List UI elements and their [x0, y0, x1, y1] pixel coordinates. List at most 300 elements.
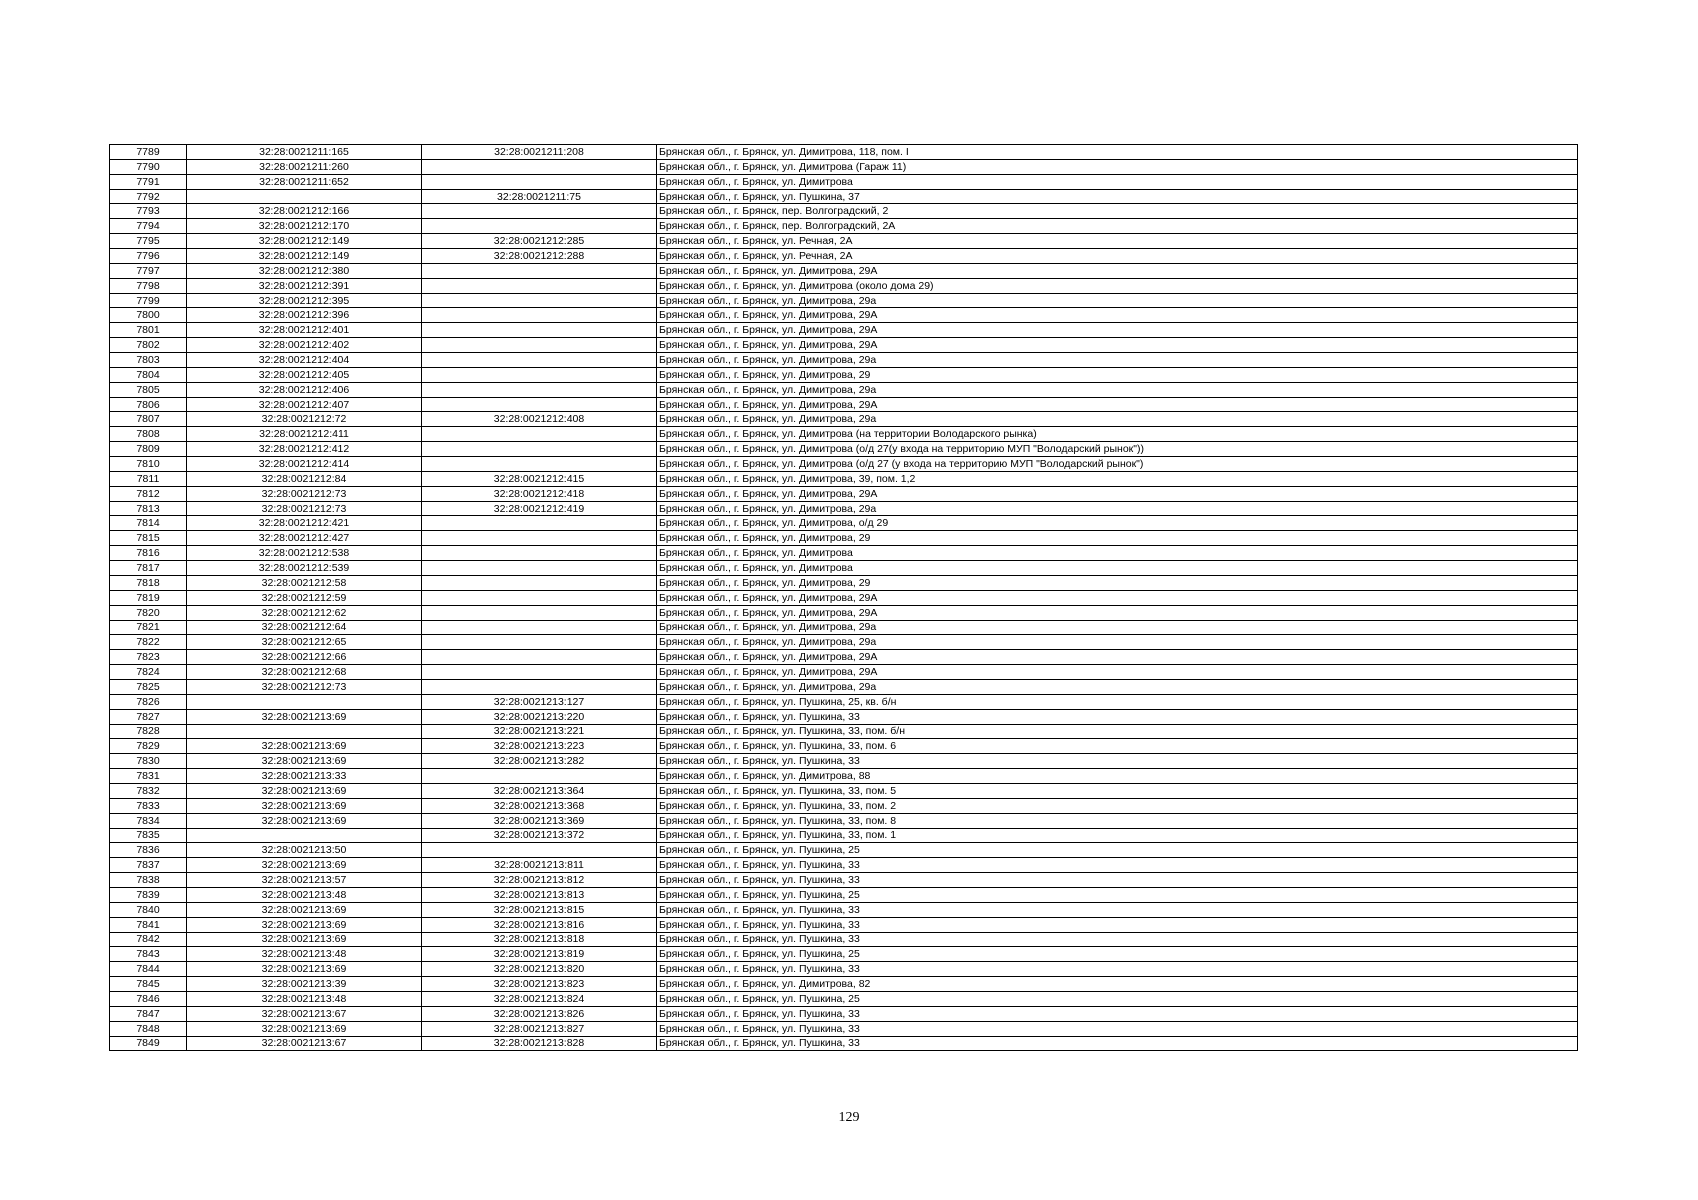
row-number-cell: 7810 [110, 457, 187, 472]
object-number-cell: 32:28:0021213:816 [422, 917, 657, 932]
address-cell: Брянская обл., г. Брянск, ул. Пушкина, 33 [657, 932, 1578, 947]
object-number-cell [422, 650, 657, 665]
address-cell: Брянская обл., г. Брянск, ул. Пушкина, 33, пом. 5 [657, 783, 1578, 798]
address-cell: Брянская обл., г. Брянск, ул. Димитрова, 88 [657, 769, 1578, 784]
parcel-number-cell: 32:28:0021212:166 [187, 204, 422, 219]
parcel-number-cell: 32:28:0021212:68 [187, 665, 422, 680]
row-number-cell: 7817 [110, 561, 187, 576]
table-row [110, 308, 1578, 323]
table-row [110, 902, 1578, 917]
row-number-cell: 7814 [110, 516, 187, 531]
address-cell: Брянская обл., г. Брянск, ул. Димитрова (на территории Володарского рынка) [657, 427, 1578, 442]
row-number-cell: 7828 [110, 724, 187, 739]
object-number-cell: 32:28:0021213:820 [422, 962, 657, 977]
object-number-cell [422, 397, 657, 412]
table-row [110, 843, 1578, 858]
row-number-cell: 7826 [110, 694, 187, 709]
table-row [110, 338, 1578, 353]
address-cell: Брянская обл., г. Брянск, ул. Димитрова, 82 [657, 977, 1578, 992]
address-cell: Брянская обл., г. Брянск, ул. Димитрова (Гараж 11) [657, 159, 1578, 174]
object-number-cell [422, 516, 657, 531]
parcel-number-cell: 32:28:0021212:421 [187, 516, 422, 531]
address-cell: Брянская обл., г. Брянск, ул. Димитрова, 39, пом. 1,2 [657, 471, 1578, 486]
parcel-number-cell: 32:28:0021213:69 [187, 962, 422, 977]
address-cell: Брянская обл., г. Брянск, пер. Волгоградский, 2 [657, 204, 1578, 219]
address-cell: Брянская обл., г. Брянск, ул. Димитрова (около дома 29) [657, 278, 1578, 293]
object-number-cell: 32:28:0021213:812 [422, 873, 657, 888]
row-number-cell: 7796 [110, 249, 187, 264]
row-number-cell: 7806 [110, 397, 187, 412]
object-number-cell: 32:28:0021213:364 [422, 783, 657, 798]
parcel-number-cell: 32:28:0021213:48 [187, 887, 422, 902]
row-number-cell: 7840 [110, 902, 187, 917]
table-row [110, 1006, 1578, 1021]
row-number-cell: 7835 [110, 828, 187, 843]
parcel-number-cell: 32:28:0021213:69 [187, 917, 422, 932]
table-row [110, 769, 1578, 784]
parcel-number-cell: 32:28:0021212:405 [187, 367, 422, 382]
parcel-number-cell: 32:28:0021211:165 [187, 145, 422, 160]
table-row [110, 932, 1578, 947]
row-number-cell: 7837 [110, 858, 187, 873]
row-number-cell: 7824 [110, 665, 187, 680]
parcel-number-cell: 32:28:0021212:538 [187, 546, 422, 561]
table-row [110, 679, 1578, 694]
table-row [110, 665, 1578, 680]
object-number-cell [422, 278, 657, 293]
table-row [110, 783, 1578, 798]
address-cell: Брянская обл., г. Брянск, ул. Димитрова, 29а [657, 353, 1578, 368]
address-cell: Брянская обл., г. Брянск, ул. Пушкина, 33 [657, 754, 1578, 769]
parcel-number-cell: 32:28:0021212:411 [187, 427, 422, 442]
row-number-cell: 7793 [110, 204, 187, 219]
object-number-cell: 32:28:0021213:127 [422, 694, 657, 709]
parcel-number-cell [187, 189, 422, 204]
row-number-cell: 7833 [110, 798, 187, 813]
property-table-body [110, 145, 1578, 1051]
row-number-cell: 7825 [110, 679, 187, 694]
parcel-number-cell: 32:28:0021213:69 [187, 739, 422, 754]
object-number-cell [422, 219, 657, 234]
row-number-cell: 7821 [110, 620, 187, 635]
address-cell: Брянская обл., г. Брянск, ул. Речная, 2А [657, 234, 1578, 249]
row-number-cell: 7813 [110, 501, 187, 516]
address-cell: Брянская обл., г. Брянск, ул. Пушкина, 33, пом. 2 [657, 798, 1578, 813]
address-cell: Брянская обл., г. Брянск, ул. Пушкина, 33 [657, 873, 1578, 888]
object-number-cell: 32:28:0021211:75 [422, 189, 657, 204]
object-number-cell [422, 323, 657, 338]
address-cell: Брянская обл., г. Брянск, ул. Димитрова (о/д 27(у входа на территорию МУП "Володарский рынок")) [657, 442, 1578, 457]
object-number-cell: 32:28:0021212:288 [422, 249, 657, 264]
object-number-cell: 32:28:0021213:827 [422, 1021, 657, 1036]
table-row [110, 739, 1578, 754]
table-row [110, 887, 1578, 902]
object-number-cell [422, 382, 657, 397]
table-row [110, 991, 1578, 1006]
table-row [110, 977, 1578, 992]
row-number-cell: 7839 [110, 887, 187, 902]
table-row [110, 962, 1578, 977]
object-number-cell: 32:28:0021212:285 [422, 234, 657, 249]
parcel-number-cell: 32:28:0021212:412 [187, 442, 422, 457]
parcel-number-cell: 32:28:0021212:402 [187, 338, 422, 353]
parcel-number-cell: 32:28:0021212:73 [187, 486, 422, 501]
table-row [110, 234, 1578, 249]
object-number-cell: 32:28:0021213:815 [422, 902, 657, 917]
parcel-number-cell [187, 724, 422, 739]
parcel-number-cell: 32:28:0021212:539 [187, 561, 422, 576]
object-number-cell: 32:28:0021213:819 [422, 947, 657, 962]
object-number-cell: 32:28:0021213:369 [422, 813, 657, 828]
address-cell: Брянская обл., г. Брянск, ул. Димитрова [657, 561, 1578, 576]
address-cell: Брянская обл., г. Брянск, ул. Пушкина, 25 [657, 887, 1578, 902]
object-number-cell: 32:28:0021213:823 [422, 977, 657, 992]
object-number-cell [422, 605, 657, 620]
table-row [110, 323, 1578, 338]
table-row [110, 694, 1578, 709]
address-cell: Брянская обл., г. Брянск, ул. Димитрова, 118, пом. I [657, 145, 1578, 160]
address-cell: Брянская обл., г. Брянск, ул. Димитрова, 29А [657, 263, 1578, 278]
row-number-cell: 7798 [110, 278, 187, 293]
object-number-cell: 32:28:0021212:408 [422, 412, 657, 427]
table-row [110, 516, 1578, 531]
object-number-cell: 32:28:0021213:828 [422, 1036, 657, 1051]
page-number: 129 [838, 1110, 860, 1125]
parcel-number-cell: 32:28:0021212:65 [187, 635, 422, 650]
row-number-cell: 7804 [110, 367, 187, 382]
row-number-cell: 7841 [110, 917, 187, 932]
address-cell: Брянская обл., г. Брянск, пер. Волгоградский, 2А [657, 219, 1578, 234]
table-row [110, 531, 1578, 546]
row-number-cell: 7822 [110, 635, 187, 650]
parcel-number-cell: 32:28:0021213:69 [187, 754, 422, 769]
row-number-cell: 7823 [110, 650, 187, 665]
table-row [110, 561, 1578, 576]
address-cell: Брянская обл., г. Брянск, ул. Пушкина, 25 [657, 843, 1578, 858]
address-cell: Брянская обл., г. Брянск, ул. Пушкина, 33 [657, 1006, 1578, 1021]
parcel-number-cell: 32:28:0021212:396 [187, 308, 422, 323]
object-number-cell [422, 338, 657, 353]
parcel-number-cell: 32:28:0021212:380 [187, 263, 422, 278]
parcel-number-cell: 32:28:0021213:69 [187, 709, 422, 724]
object-number-cell: 32:28:0021213:818 [422, 932, 657, 947]
row-number-cell: 7849 [110, 1036, 187, 1051]
address-cell: Брянская обл., г. Брянск, ул. Димитрова, 29а [657, 501, 1578, 516]
table-row [110, 635, 1578, 650]
table-row [110, 575, 1578, 590]
address-cell: Брянская обл., г. Брянск, ул. Пушкина, 33, пом. 1 [657, 828, 1578, 843]
table-row [110, 798, 1578, 813]
object-number-cell [422, 590, 657, 605]
table-row [110, 828, 1578, 843]
address-cell: Брянская обл., г. Брянск, ул. Димитрова, 29А [657, 397, 1578, 412]
object-number-cell [422, 308, 657, 323]
row-number-cell: 7834 [110, 813, 187, 828]
row-number-cell: 7807 [110, 412, 187, 427]
object-number-cell: 32:28:0021213:368 [422, 798, 657, 813]
address-cell: Брянская обл., г. Брянск, ул. Димитрова, 29А [657, 486, 1578, 501]
row-number-cell: 7838 [110, 873, 187, 888]
object-number-cell [422, 427, 657, 442]
address-cell: Брянская обл., г. Брянск, ул. Димитрова, 29А [657, 650, 1578, 665]
object-number-cell: 32:28:0021213:372 [422, 828, 657, 843]
row-number-cell: 7808 [110, 427, 187, 442]
table-row [110, 174, 1578, 189]
parcel-number-cell: 32:28:0021213:33 [187, 769, 422, 784]
object-number-cell: 32:28:0021213:826 [422, 1006, 657, 1021]
parcel-number-cell: 32:28:0021212:72 [187, 412, 422, 427]
row-number-cell: 7790 [110, 159, 187, 174]
parcel-number-cell: 32:28:0021212:73 [187, 501, 422, 516]
address-cell: Брянская обл., г. Брянск, ул. Димитрова, 29а [657, 293, 1578, 308]
row-number-cell: 7829 [110, 739, 187, 754]
address-cell: Брянская обл., г. Брянск, ул. Димитрова, 29А [657, 308, 1578, 323]
parcel-number-cell [187, 828, 422, 843]
table-row [110, 249, 1578, 264]
table-row [110, 724, 1578, 739]
address-cell: Брянская обл., г. Брянск, ул. Димитрова, 29А [657, 590, 1578, 605]
address-cell: Брянская обл., г. Брянск, ул. Пушкина, 33 [657, 709, 1578, 724]
parcel-number-cell: 32:28:0021211:652 [187, 174, 422, 189]
address-cell: Брянская обл., г. Брянск, ул. Димитрова, 29а [657, 620, 1578, 635]
row-number-cell: 7799 [110, 293, 187, 308]
table-row [110, 546, 1578, 561]
address-cell: Брянская обл., г. Брянск, ул. Димитрова, 29 [657, 531, 1578, 546]
parcel-number-cell: 32:28:0021212:149 [187, 249, 422, 264]
row-number-cell: 7836 [110, 843, 187, 858]
table-row [110, 367, 1578, 382]
row-number-cell: 7847 [110, 1006, 187, 1021]
row-number-cell: 7819 [110, 590, 187, 605]
object-number-cell [422, 769, 657, 784]
address-cell: Брянская обл., г. Брянск, ул. Пушкина, 25 [657, 947, 1578, 962]
address-cell: Брянская обл., г. Брянск, ул. Пушкина, 33 [657, 858, 1578, 873]
parcel-number-cell: 32:28:0021212:58 [187, 575, 422, 590]
address-cell: Брянская обл., г. Брянск, ул. Димитрова [657, 174, 1578, 189]
address-cell: Брянская обл., г. Брянск, ул. Димитрова, 29а [657, 679, 1578, 694]
parcel-number-cell: 32:28:0021213:39 [187, 977, 422, 992]
address-cell: Брянская обл., г. Брянск, ул. Речная, 2А [657, 249, 1578, 264]
address-cell: Брянская обл., г. Брянск, ул. Димитрова, 29А [657, 323, 1578, 338]
object-number-cell [422, 575, 657, 590]
row-number-cell: 7843 [110, 947, 187, 962]
table-row [110, 709, 1578, 724]
row-number-cell: 7794 [110, 219, 187, 234]
row-number-cell: 7818 [110, 575, 187, 590]
row-number-cell: 7845 [110, 977, 187, 992]
row-number-cell: 7815 [110, 531, 187, 546]
address-cell: Брянская обл., г. Брянск, ул. Димитрова, 29А [657, 665, 1578, 680]
row-number-cell: 7801 [110, 323, 187, 338]
object-number-cell [422, 353, 657, 368]
row-number-cell: 7812 [110, 486, 187, 501]
table-row [110, 353, 1578, 368]
object-number-cell: 32:28:0021213:811 [422, 858, 657, 873]
table-row [110, 501, 1578, 516]
object-number-cell: 32:28:0021213:220 [422, 709, 657, 724]
object-number-cell [422, 843, 657, 858]
table-row [110, 204, 1578, 219]
table-row [110, 145, 1578, 160]
parcel-number-cell: 32:28:0021213:48 [187, 991, 422, 1006]
parcel-number-cell: 32:28:0021213:69 [187, 858, 422, 873]
address-cell: Брянская обл., г. Брянск, ул. Пушкина, 33 [657, 1036, 1578, 1051]
table-row [110, 189, 1578, 204]
parcel-number-cell: 32:28:0021212:84 [187, 471, 422, 486]
object-number-cell: 32:28:0021211:208 [422, 145, 657, 160]
object-number-cell [422, 546, 657, 561]
table-row [110, 219, 1578, 234]
parcel-number-cell: 32:28:0021213:48 [187, 947, 422, 962]
table-row [110, 1021, 1578, 1036]
parcel-number-cell: 32:28:0021212:149 [187, 234, 422, 249]
object-number-cell: 32:28:0021213:813 [422, 887, 657, 902]
address-cell: Брянская обл., г. Брянск, ул. Пушкина, 33 [657, 962, 1578, 977]
parcel-number-cell: 32:28:0021213:67 [187, 1006, 422, 1021]
row-number-cell: 7816 [110, 546, 187, 561]
row-number-cell: 7811 [110, 471, 187, 486]
table-row [110, 605, 1578, 620]
table-row [110, 427, 1578, 442]
table-row [110, 457, 1578, 472]
object-number-cell [422, 620, 657, 635]
table-row [110, 947, 1578, 962]
table-row [110, 278, 1578, 293]
row-number-cell: 7842 [110, 932, 187, 947]
table-row [110, 590, 1578, 605]
address-cell: Брянская обл., г. Брянск, ул. Димитрова (о/д 27 (у входа на территорию МУП "Володарский рынок") [657, 457, 1578, 472]
row-number-cell: 7795 [110, 234, 187, 249]
object-number-cell [422, 679, 657, 694]
row-number-cell: 7803 [110, 353, 187, 368]
table-row [110, 486, 1578, 501]
address-cell: Брянская обл., г. Брянск, ул. Пушкина, 33, пом. б/н [657, 724, 1578, 739]
row-number-cell: 7830 [110, 754, 187, 769]
address-cell: Брянская обл., г. Брянск, ул. Пушкина, 33 [657, 1021, 1578, 1036]
object-number-cell: 32:28:0021213:221 [422, 724, 657, 739]
row-number-cell: 7805 [110, 382, 187, 397]
parcel-number-cell: 32:28:0021211:260 [187, 159, 422, 174]
parcel-number-cell: 32:28:0021212:407 [187, 397, 422, 412]
row-number-cell: 7832 [110, 783, 187, 798]
table-row [110, 754, 1578, 769]
parcel-number-cell: 32:28:0021213:69 [187, 798, 422, 813]
parcel-number-cell: 32:28:0021212:401 [187, 323, 422, 338]
object-number-cell: 32:28:0021212:419 [422, 501, 657, 516]
parcel-number-cell: 32:28:0021212:404 [187, 353, 422, 368]
row-number-cell: 7848 [110, 1021, 187, 1036]
row-number-cell: 7802 [110, 338, 187, 353]
object-number-cell: 32:28:0021212:415 [422, 471, 657, 486]
table-row [110, 159, 1578, 174]
parcel-number-cell: 32:28:0021212:64 [187, 620, 422, 635]
object-number-cell [422, 293, 657, 308]
row-number-cell: 7792 [110, 189, 187, 204]
parcel-number-cell: 32:28:0021212:62 [187, 605, 422, 620]
address-cell: Брянская обл., г. Брянск, ул. Димитрова, 29А [657, 605, 1578, 620]
table-row [110, 412, 1578, 427]
parcel-number-cell: 32:28:0021213:69 [187, 813, 422, 828]
table-row [110, 382, 1578, 397]
row-number-cell: 7791 [110, 174, 187, 189]
parcel-number-cell: 32:28:0021213:69 [187, 1021, 422, 1036]
parcel-number-cell: 32:28:0021213:69 [187, 932, 422, 947]
object-number-cell: 32:28:0021213:282 [422, 754, 657, 769]
address-cell: Брянская обл., г. Брянск, ул. Пушкина, 33 [657, 917, 1578, 932]
parcel-number-cell: 32:28:0021213:69 [187, 902, 422, 917]
table-row [110, 873, 1578, 888]
table-row [110, 650, 1578, 665]
address-cell: Брянская обл., г. Брянск, ул. Пушкина, 33 [657, 902, 1578, 917]
parcel-number-cell: 32:28:0021212:170 [187, 219, 422, 234]
row-number-cell: 7844 [110, 962, 187, 977]
address-cell: Брянская обл., г. Брянск, ул. Димитрова, 29 [657, 367, 1578, 382]
parcel-number-cell: 32:28:0021212:406 [187, 382, 422, 397]
address-cell: Брянская обл., г. Брянск, ул. Димитрова, 29а [657, 382, 1578, 397]
object-number-cell [422, 531, 657, 546]
object-number-cell: 32:28:0021213:223 [422, 739, 657, 754]
object-number-cell [422, 367, 657, 382]
object-number-cell [422, 665, 657, 680]
address-cell: Брянская обл., г. Брянск, ул. Пушкина, 33, пом. 6 [657, 739, 1578, 754]
parcel-number-cell: 32:28:0021212:414 [187, 457, 422, 472]
table-row [110, 397, 1578, 412]
object-number-cell [422, 442, 657, 457]
table-row [110, 442, 1578, 457]
row-number-cell: 7789 [110, 145, 187, 160]
address-cell: Брянская обл., г. Брянск, ул. Димитрова, 29 [657, 575, 1578, 590]
table-row [110, 293, 1578, 308]
parcel-number-cell: 32:28:0021212:427 [187, 531, 422, 546]
object-number-cell [422, 263, 657, 278]
address-cell: Брянская обл., г. Брянск, ул. Пушкина, 37 [657, 189, 1578, 204]
object-number-cell [422, 174, 657, 189]
object-number-cell [422, 561, 657, 576]
object-number-cell [422, 159, 657, 174]
object-number-cell: 32:28:0021212:418 [422, 486, 657, 501]
table-row [110, 620, 1578, 635]
parcel-number-cell [187, 694, 422, 709]
parcel-number-cell: 32:28:0021213:69 [187, 783, 422, 798]
row-number-cell: 7827 [110, 709, 187, 724]
row-number-cell: 7797 [110, 263, 187, 278]
address-cell: Брянская обл., г. Брянск, ул. Пушкина, 33, пом. 8 [657, 813, 1578, 828]
row-number-cell: 7846 [110, 991, 187, 1006]
row-number-cell: 7800 [110, 308, 187, 323]
table-row [110, 813, 1578, 828]
row-number-cell: 7831 [110, 769, 187, 784]
address-cell: Брянская обл., г. Брянск, ул. Пушкина, 25 [657, 991, 1578, 1006]
property-table [109, 144, 1578, 1051]
object-number-cell [422, 457, 657, 472]
table-row [110, 1036, 1578, 1051]
table-row [110, 858, 1578, 873]
address-cell: Брянская обл., г. Брянск, ул. Пушкина, 25, кв. б/н [657, 694, 1578, 709]
address-cell: Брянская обл., г. Брянск, ул. Димитрова, 29А [657, 338, 1578, 353]
table-row [110, 917, 1578, 932]
address-cell: Брянская обл., г. Брянск, ул. Димитрова, 29а [657, 635, 1578, 650]
table-row [110, 263, 1578, 278]
object-number-cell: 32:28:0021213:824 [422, 991, 657, 1006]
address-cell: Брянская обл., г. Брянск, ул. Димитрова, о/д 29 [657, 516, 1578, 531]
parcel-number-cell: 32:28:0021212:395 [187, 293, 422, 308]
parcel-number-cell: 32:28:0021212:391 [187, 278, 422, 293]
parcel-number-cell: 32:28:0021212:73 [187, 679, 422, 694]
table-row [110, 471, 1578, 486]
object-number-cell [422, 635, 657, 650]
parcel-number-cell: 32:28:0021213:67 [187, 1036, 422, 1051]
parcel-number-cell: 32:28:0021212:66 [187, 650, 422, 665]
